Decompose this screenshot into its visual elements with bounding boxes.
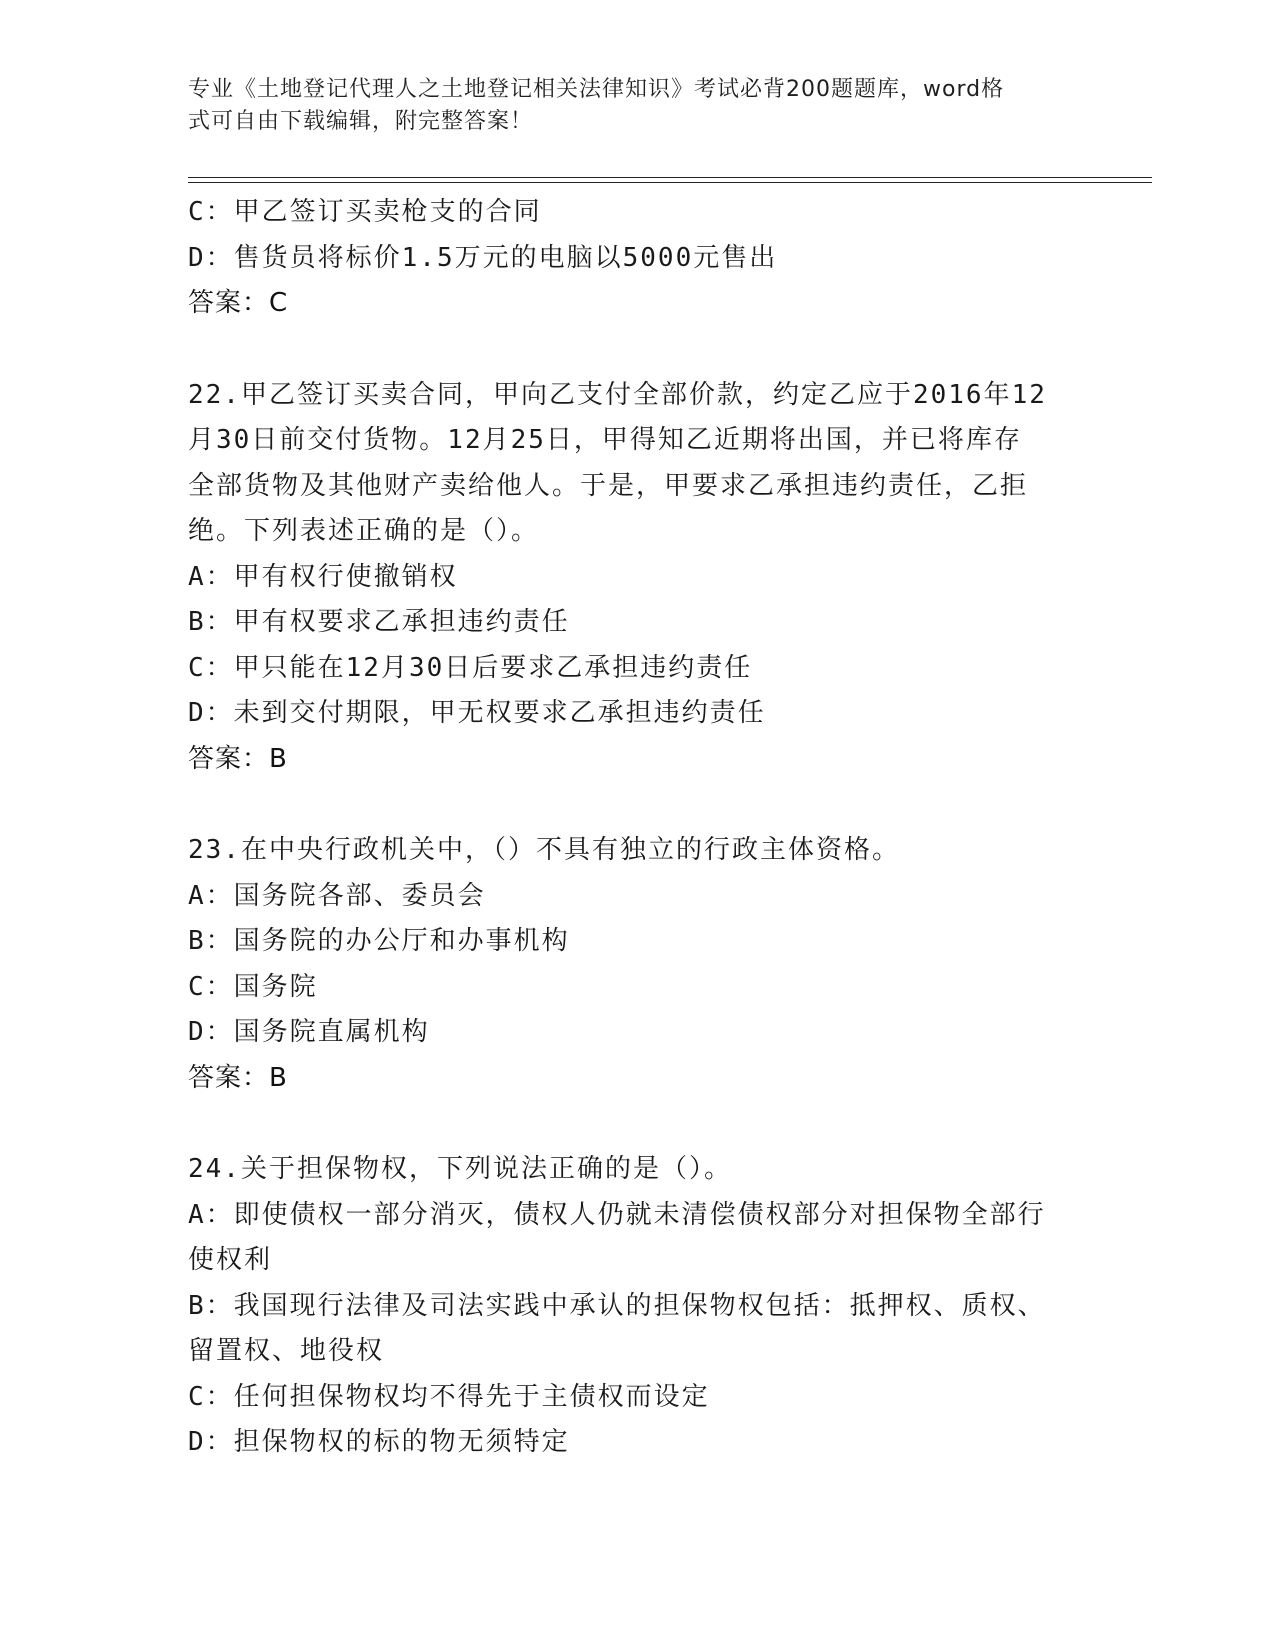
option-c: C：任何担保物权均不得先于主债权而设定 [188,1381,710,1412]
header-rule-bottom [188,182,1152,183]
question-text: 22.甲乙签订买卖合同，甲向乙支付全部价款，约定乙应于2016年12 [188,379,1047,410]
question-text: 23.在中央行政机关中，（）不具有独立的行政主体资格。 [188,835,900,865]
header-rule-top [188,177,1152,178]
header-line-2: 式可自由下载编辑，附完整答案！ [188,109,534,134]
answer-line: 答案：B [188,1062,288,1093]
option-b: B：我国现行法律及司法实践中承认的担保物权包括：抵押权、质权、 [188,1290,1046,1321]
document-header [188,74,1068,138]
option-b: B：甲有权要求乙承担违约责任 [188,607,570,637]
question-text: 绝。下列表述正确的是（）。 [188,516,540,546]
option-d: D：担保物权的标的物无须特定 [188,1427,570,1457]
block-gap [188,327,1088,373]
question-block [188,373,1088,783]
answer-line: 答案：C [188,288,289,318]
option-a-continued: 使权利 [188,1245,273,1275]
block-gap [188,1101,1088,1147]
option-a: A：即使债权一部分消灭，债权人仍就未清偿债权部分对担保物全部行 [188,1199,1046,1230]
option-d: D：售货员将标价1.5万元的电脑以5000元售出 [188,242,778,273]
question-block [188,828,1088,1101]
question-text: 24.关于担保物权，下列说法正确的是（）。 [188,1154,732,1184]
option-a: A：甲有权行使撤销权 [188,561,458,592]
option-c: C：国务院 [188,971,318,1002]
option-a: A：国务院各部、委员会 [188,880,486,911]
option-c: C：甲只能在12月30日后要求乙承担违约责任 [188,652,753,683]
option-b: B：国务院的办公厅和办事机构 [188,926,570,956]
header-line-1: 专业《土地登记代理人之土地登记相关法律知识》考试必背200题题库，word格 [188,77,1005,102]
answer-line: 答案：B [188,743,288,774]
question-content [188,190,1088,1466]
option-c: C：甲乙签订买卖枪支的合同 [188,197,542,227]
option-b-continued: 留置权、地役权 [188,1336,385,1366]
block-gap [188,782,1088,828]
question-text: 全部货物及其他财产卖给他人。于是，甲要求乙承担违约责任，乙拒 [188,470,1029,501]
question-block [188,1147,1088,1466]
question-block [188,190,1088,327]
question-text: 月30日前交付货物。12月25日，甲得知乙近期将出国，并已将库存 [188,425,1022,455]
option-d: D：未到交付期限，甲无权要求乙承担违约责任 [188,698,766,728]
option-d: D：国务院直属机构 [188,1017,430,1047]
